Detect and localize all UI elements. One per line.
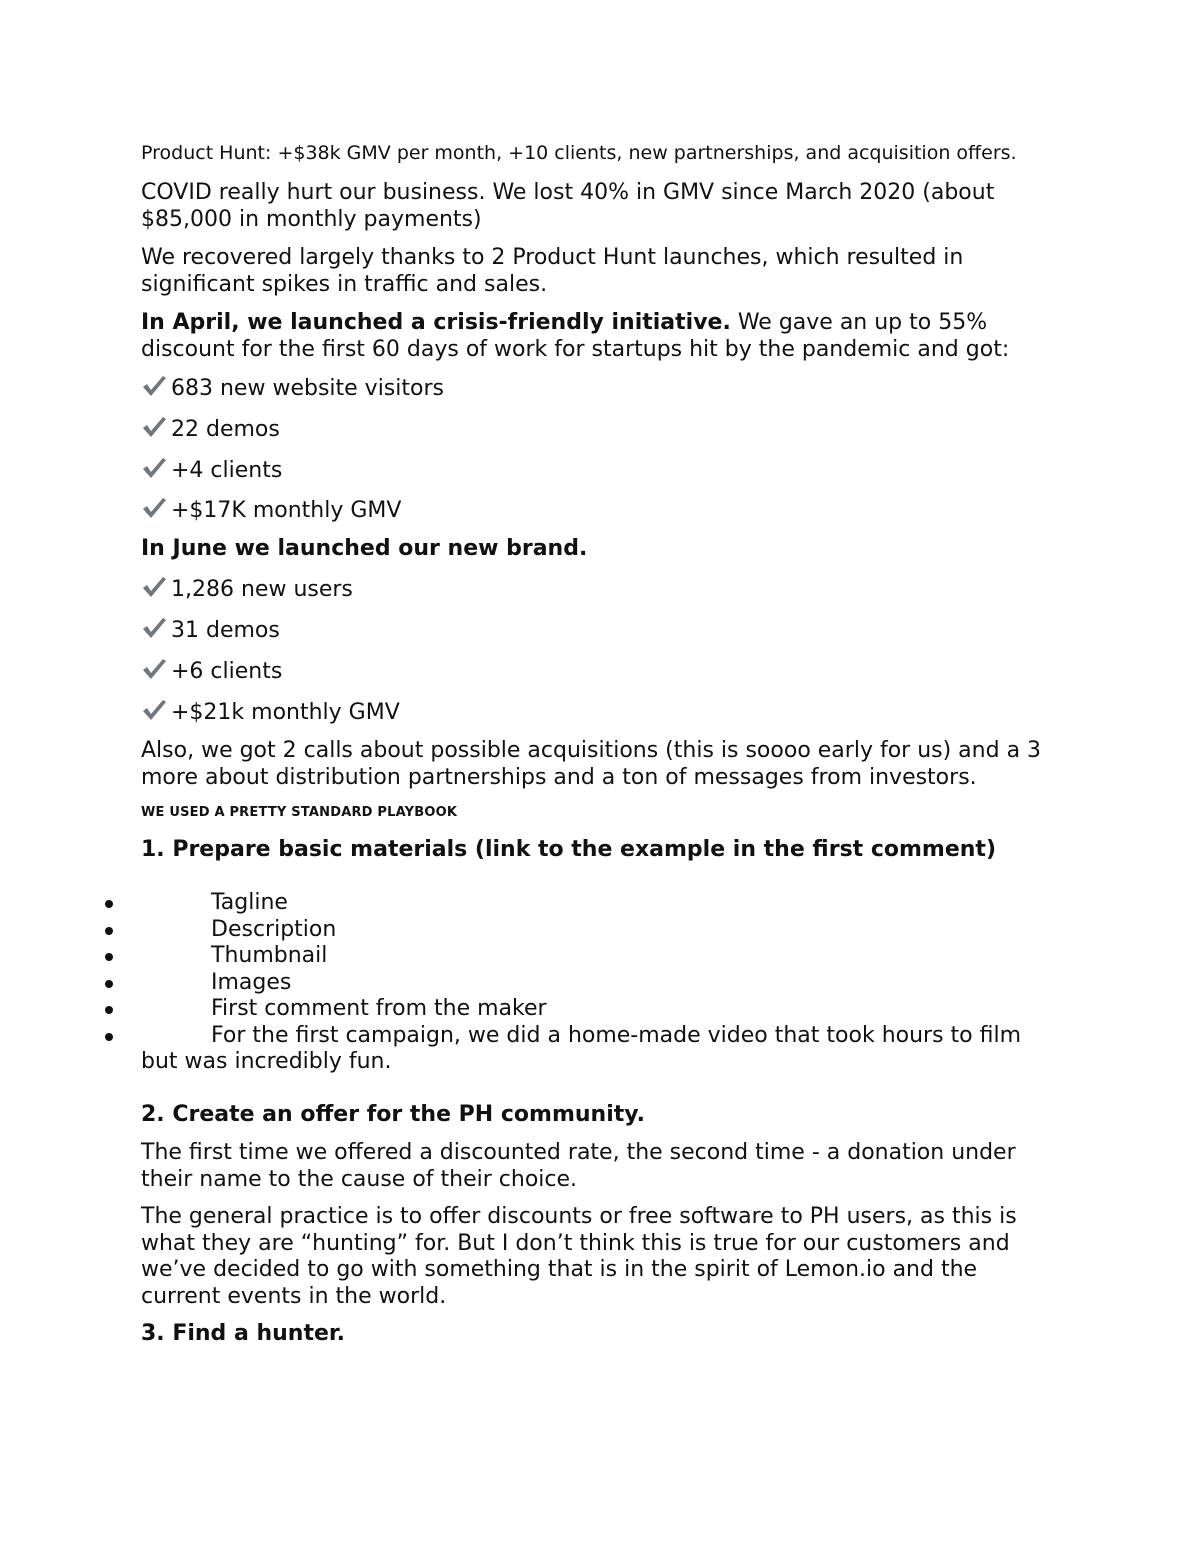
list-item <box>100 917 1060 944</box>
bullet-dot-icon <box>105 1033 113 1041</box>
list-item <box>100 890 1060 917</box>
list-item-text: First comment from the maker <box>211 996 547 1021</box>
june-result-item <box>141 575 353 605</box>
june-result-text: +$21k monthly GMV <box>171 700 400 725</box>
april-result-item <box>141 415 280 445</box>
april-result-item <box>141 496 401 526</box>
list-item-text: Tagline <box>211 890 288 915</box>
list-item-text: Thumbnail <box>211 943 328 968</box>
playbook-label: WE USED A PRETTY STANDARD PLAYBOOK <box>141 805 458 820</box>
april-result-item <box>141 374 444 404</box>
checkmark-icon <box>141 657 167 681</box>
list-item <box>100 996 1060 1023</box>
june-result-text: 31 demos <box>171 618 280 643</box>
april-result-text: +$17K monthly GMV <box>171 498 402 523</box>
april-paragraph <box>141 310 1061 363</box>
step2-heading: 2. Create an offer for the PH community. <box>141 1102 645 1127</box>
checkmark-icon <box>141 496 167 520</box>
step3-heading: 3. Find a hunter. <box>141 1321 345 1346</box>
list-item-text: For the first campaign, we did a home-made video that took hours to film but was incredibly fun. <box>141 1022 1022 1074</box>
june-result-item <box>141 616 280 646</box>
list-item <box>100 970 1060 997</box>
materials-list <box>100 890 1060 1076</box>
step1-heading: 1. Prepare basic materials (link to the example in the first comment) <box>141 837 997 862</box>
bullet-dot-icon <box>105 980 113 988</box>
checkmark-icon <box>141 698 167 722</box>
april-result-text: 683 new website visitors <box>171 376 444 401</box>
checkmark-icon <box>141 415 167 439</box>
april-text: We gave an up to 55% discount for the first 60 days of work for startups hit by the pandemic and got: <box>141 310 1010 362</box>
list-item <box>100 1023 1060 1076</box>
april-result-text: +4 clients <box>171 458 283 483</box>
checkmark-icon <box>141 374 167 398</box>
bullet-dot-icon <box>105 1006 113 1014</box>
list-item <box>100 943 1060 970</box>
june-result-text: +6 clients <box>171 659 283 684</box>
bullet-dot-icon <box>105 953 113 961</box>
june-result-item <box>141 657 282 687</box>
checkmark-icon <box>141 616 167 640</box>
bullet-dot-icon <box>105 927 113 935</box>
april-result-text: 22 demos <box>171 417 280 442</box>
checkmark-icon <box>141 456 167 480</box>
april-lead: In April, we launched a crisis-friendly initiative. <box>141 310 731 335</box>
june-heading: In June we launched our new brand. <box>141 536 588 561</box>
covid-paragraph: COVID really hurt our business. We lost 40% in GMV since March 2020 (about $85,000 in monthly payments) <box>141 180 995 232</box>
recovered-paragraph: We recovered largely thanks to 2 Product Hunt launches, which resulted in significant spikes in traffic and sales. <box>141 245 964 297</box>
step2-paragraph-2: The general practice is to offer discounts or free software to PH users, as this is what they are “hunting” for. But I don’t think this is true for our customers and we’ve decided to go with something that is in the spirit of Lemon.io and the current events in the world. <box>141 1204 1017 1309</box>
step2-paragraph-1: The first time we offered a discounted rate, the second time - a donation under their name to the cause of their choice. <box>141 1140 1016 1192</box>
checkmark-icon <box>141 575 167 599</box>
list-item-text: Description <box>211 916 337 942</box>
april-result-item <box>141 456 282 486</box>
june-result-item <box>141 698 400 728</box>
bullet-dot-icon <box>105 900 113 908</box>
june-result-text: 1,286 new users <box>171 577 353 602</box>
intro-line: Product Hunt: +$38k GMV per month, +10 clients, new partnerships, and acquisition offers. <box>141 142 1017 164</box>
also-paragraph: Also, we got 2 calls about possible acquisitions (this is soooo early for us) and a 3 more about distribution partnerships and a ton of messages from investors. <box>141 738 1042 790</box>
list-item-text: Images <box>211 969 292 995</box>
